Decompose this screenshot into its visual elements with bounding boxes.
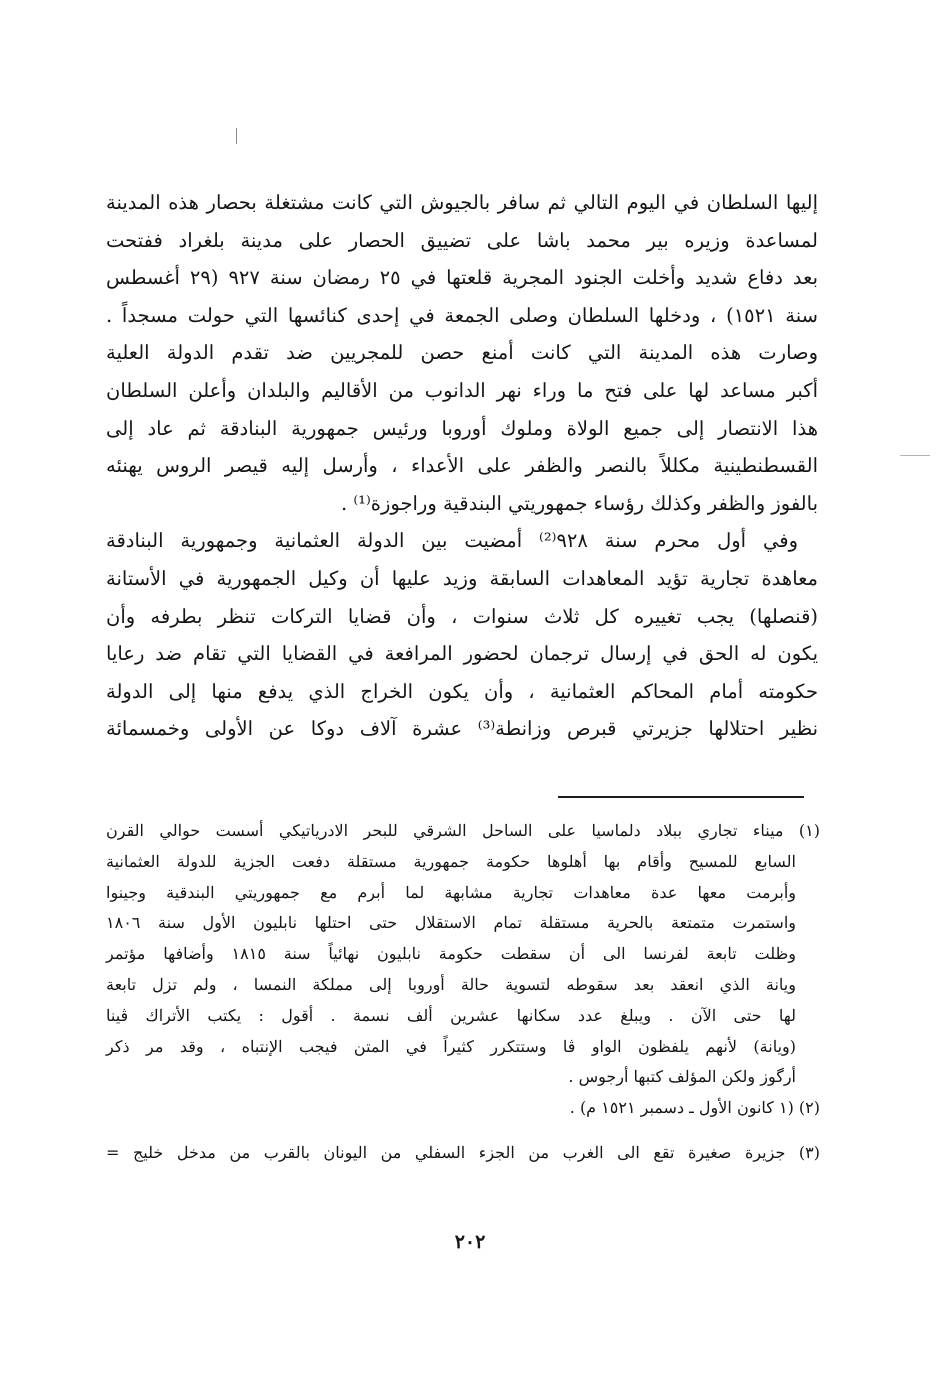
body-line: بعد دفاع شديد وأخلت الجنود المجرية قلعتها في ٢٥ رمضان سنة ٩٢٧ (٢٩ أغسطس (106, 266, 818, 290)
body-line: معاهدة تجارية تؤيد المعاهدات السابقة وزيد عليها أن وكيل الجمهورية في الأستانة (106, 566, 818, 590)
footnote-line: (٣) جزيرة صغيرة تقع الى الغرب من الجزء السفلي من اليونان بالقرب من مدخل خليج = (106, 1142, 820, 1162)
footnote-line: (٢) (١ كانون الأول ـ دسمبر ١٥٢١ م) . (569, 1098, 820, 1118)
body-line: وفي أول محرم سنة ٩٢٨⁽²⁾ أمضيت بين الدولة العثمانية وجمهورية البنادقة (106, 529, 798, 553)
body-line: (قنصلها) يجب تغييره كل ثلاث سنوات ، وأن قضايا التركات تنظر بطرفه وأن (106, 604, 818, 628)
body-line: سنة ١٥٢١) ، ودخلها السلطان وصلى الجمعة في إحدى كنائسها التي حولت مسجداً . (106, 303, 818, 327)
footnote-line: واستمرت متمتعة بالحرية مستقلة تمام الاستقلال حتى احتلها نابليون الأول سنة ١٨٠٦ (106, 913, 796, 933)
body-line: حكومته أمام المحاكم العثمانية ، وأن يكون الخراج الذي يدفع منها إلى الدولة (106, 679, 818, 703)
footnotes (106, 816, 820, 1169)
body-line: إليها السلطان في اليوم التالي ثم سافر بالجيوش التي كانت مشتغلة بحصار هذه المدينة (106, 191, 818, 214)
scan-speck (236, 128, 237, 144)
footnote-line: السابع للمسيح وأقام بها أهلوها حكومة جمهورية مستقلة دفعت الجزية للدولة العثمانية (106, 851, 796, 871)
body-line: نظير احتلالها جزيرتي قبرص وزانطة⁽³⁾ عشرة آلاف دوكا عن الأولى وخمسمائة (106, 717, 818, 741)
scan-edge-line (900, 455, 930, 456)
footnote-separator (558, 796, 804, 798)
footnote-line: (١) ميناء تجاري ببلاد دلماسيا على الساحل الشرقي للبحر الادرياتيكي أسست حوالي القرن (106, 821, 820, 840)
footnote-line: ويانة الذي انعقد بعد سقوطه لتسوية حالة أوروبا إلى مملكة النمسا ، ولم تزل تابعة (106, 974, 796, 994)
footnote-line: (ويانة) لأنهم يلفظون الواو ڤا وستتكرر كثيراً في المتن فيجب الإنتباه ، وقد مر ذكر (106, 1036, 796, 1056)
page-number: ٢٠٢ (454, 1231, 486, 1253)
body-line: هذا الانتصار إلى جميع الولاة وملوك أوروبا ورئيس جمهورية البنادقة ثم عاد إلى (106, 416, 818, 440)
body-text (106, 184, 818, 748)
footnote-line: لها حتى الآن . ويبلغ عدد سكانها عشرين ألف نسمة . أقول : يكتب الأتراك ڤينا (106, 1005, 796, 1025)
footnote-line: وأبرمت معها عدة معاهدات تجارية مشابهة لما أبرم مع جمهوريتي البندقية وجينوا (106, 882, 796, 902)
body-line: بالفوز والظفر وكذلك رؤساء جمهوريتي البندقية وراجوزة⁽¹⁾ . (340, 491, 818, 515)
body-line: أكبر مساعد لها على فتح ما وراء نهر الدانوب من الأقاليم والبلدان وأعلن السلطان (106, 378, 818, 402)
footnote-line: أرگوز ولكن المؤلف كتبها أرجوس . (568, 1067, 796, 1087)
body-line: القسطنطينية مكللاً بالنصر والظفر على الأعداء ، وأرسل إليه قيصر الروس يهنئه (106, 454, 818, 478)
body-line: لمساعدة وزيره بير محمد باشا على تضييق الحصار على مدينة بلغراد ففتحت (106, 228, 818, 252)
body-line: وصارت هذه المدينة التي كانت أمنع حصن للمجريين ضد تقدم الدولة العلية (106, 341, 818, 365)
footnote-line: وظلت تابعة لفرنسا الى أن سقطت حكومة نابليون نهائياً سنة ١٨١٥ وأضافها مؤتمر (106, 944, 796, 964)
body-line: يكون له الحق في إرسال ترجمان لحضور المرافعة في القضايا التي تقام ضد رعايا (106, 642, 818, 666)
